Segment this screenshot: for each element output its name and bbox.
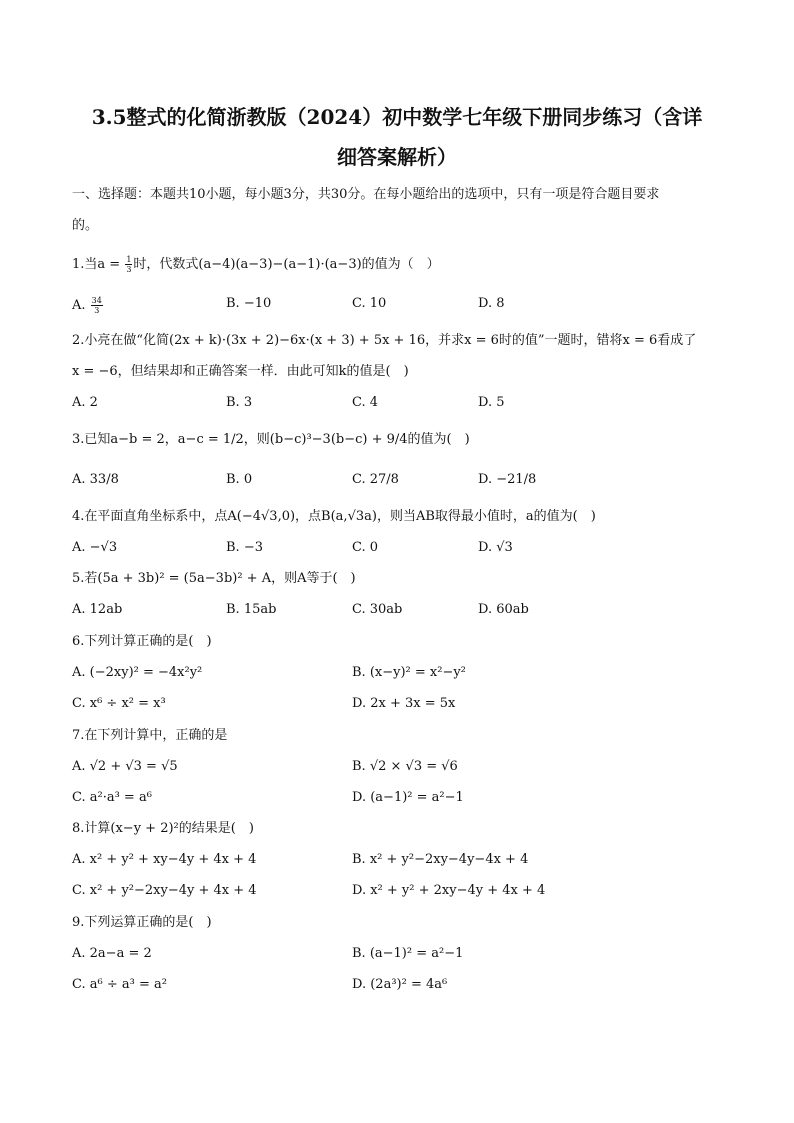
question-1-stem-part-1: 1.当a =: [72, 257, 125, 272]
question-4-stem: 4.在平面直角坐标系中，点A(−4√3,0)，点B(a,√3a)，则当AB取得最小值时，a的值为( ): [72, 509, 596, 524]
page-title-line-1: 3.5整式的化简浙教版（2024）初中数学七年级下册同步练习（含详: [91, 105, 703, 129]
question-7-option-b: B. √2 × √3 = √6: [352, 759, 458, 774]
question-3-option-d: D. −21/8: [478, 472, 537, 487]
question-3-option-c: C. 27/8: [352, 472, 399, 487]
question-2-stem-line-1: 2.小亮在做“化简(2x + k)·(3x + 2)−6x·(x + 3) + 5x + 16，并求x = 6时的值”一题时，错将x = 6看成了: [72, 333, 697, 348]
question-7-option-c: C. a²·a³ = a⁶: [72, 790, 152, 805]
question-5-option-c: C. 30ab: [352, 602, 403, 617]
question-4-option-b: B. −3: [226, 540, 263, 555]
question-6-option-b: B. (x−y)² = x²−y²: [352, 665, 466, 680]
question-3-option-a: A. 33/8: [72, 472, 119, 487]
question-1-option-c: C. 10: [352, 296, 387, 311]
question-8-option-a: A. x² + y² + xy−4y + 4x + 4: [72, 852, 257, 867]
question-6-option-c: C. x⁶ ÷ x² = x³: [72, 696, 166, 711]
question-9-option-a: A. 2a−a = 2: [72, 946, 152, 961]
question-2-option-c: C. 4: [352, 395, 379, 410]
fraction-denominator: 3: [126, 265, 132, 274]
question-5-option-d: D. 60ab: [478, 602, 529, 617]
question-4-option-c: C. 0: [352, 540, 379, 555]
question-9-option-c: C. a⁶ ÷ a³ = a²: [72, 977, 167, 992]
question-2-option-a: A. 2: [72, 395, 98, 410]
question-8-option-c: C. x² + y²−2xy−4y + 4x + 4: [72, 883, 257, 898]
question-1-option-b: B. −10: [226, 296, 272, 311]
question-9-option-d: D. (2a³)² = 4a⁶: [352, 977, 448, 992]
question-9-option-b: B. (a−1)² = a²−1: [352, 946, 464, 961]
question-6-option-d: D. 2x + 3x = 5x: [352, 696, 456, 711]
question-1-option-d: D. 8: [478, 296, 505, 311]
question-9-stem: 9.下列运算正确的是( ): [72, 915, 212, 930]
question-1-stem: [72, 255, 440, 275]
question-5-option-a: A. 12ab: [72, 602, 123, 617]
question-2-stem-line-2: x = −6，但结果却和正确答案一样．由此可知k的值是( ): [72, 364, 409, 379]
question-6-option-a: A. (−2xy)² = −4x²y²: [72, 665, 203, 680]
question-1-fraction: [125, 255, 132, 274]
question-3-stem: 3.已知a−b = 2，a−c = 1/2，则(b−c)³−3(b−c) + 9/4的值为( ): [72, 432, 470, 447]
question-7-option-a: A. √2 + √3 = √5: [72, 759, 178, 774]
question-7-stem: 7.在下列计算中，正确的是: [72, 728, 228, 743]
question-7-option-d: D. (a−1)² = a²−1: [352, 790, 464, 805]
question-3-option-b: B. 0: [226, 472, 253, 487]
section-heading-line-1: 一、选择题：本题共10小题，每小题3分，共30分。在每小题给出的选项中，只有一项是符合题目要求: [72, 187, 660, 202]
question-1-stem-part-2: 时，代数式(a−4)(a−3)−(a−1)·(a−3)的值为（ ）: [133, 257, 440, 272]
section-heading-line-2: 的。: [72, 218, 99, 233]
question-8-option-d: D. x² + y² + 2xy−4y + 4x + 4: [352, 883, 546, 898]
question-2-option-d: D. 5: [478, 395, 505, 410]
question-1-option-a: A. $\frac{34}{3}$: [72, 296, 102, 315]
question-4-option-d: D. √3: [478, 540, 513, 555]
page-title-line-2: 细答案解析）: [337, 145, 457, 169]
question-2-option-b: B. 3: [226, 395, 253, 410]
question-4-option-a: A. −√3: [72, 540, 118, 555]
question-8-stem: 8.计算(x−y + 2)²的结果是( ): [72, 821, 254, 836]
option-fraction: $\frac{34}{3}$: [91, 296, 102, 315]
question-6-stem: 6.下列计算正确的是( ): [72, 634, 212, 649]
fraction-numerator: 1: [126, 255, 132, 264]
question-5-stem: 5.若(5a + 3b)² = (5a−3b)² + A，则A等于( ): [72, 571, 356, 586]
question-8-option-b: B. x² + y²−2xy−4y−4x + 4: [352, 852, 529, 867]
question-5-option-b: B. 15ab: [226, 602, 277, 617]
